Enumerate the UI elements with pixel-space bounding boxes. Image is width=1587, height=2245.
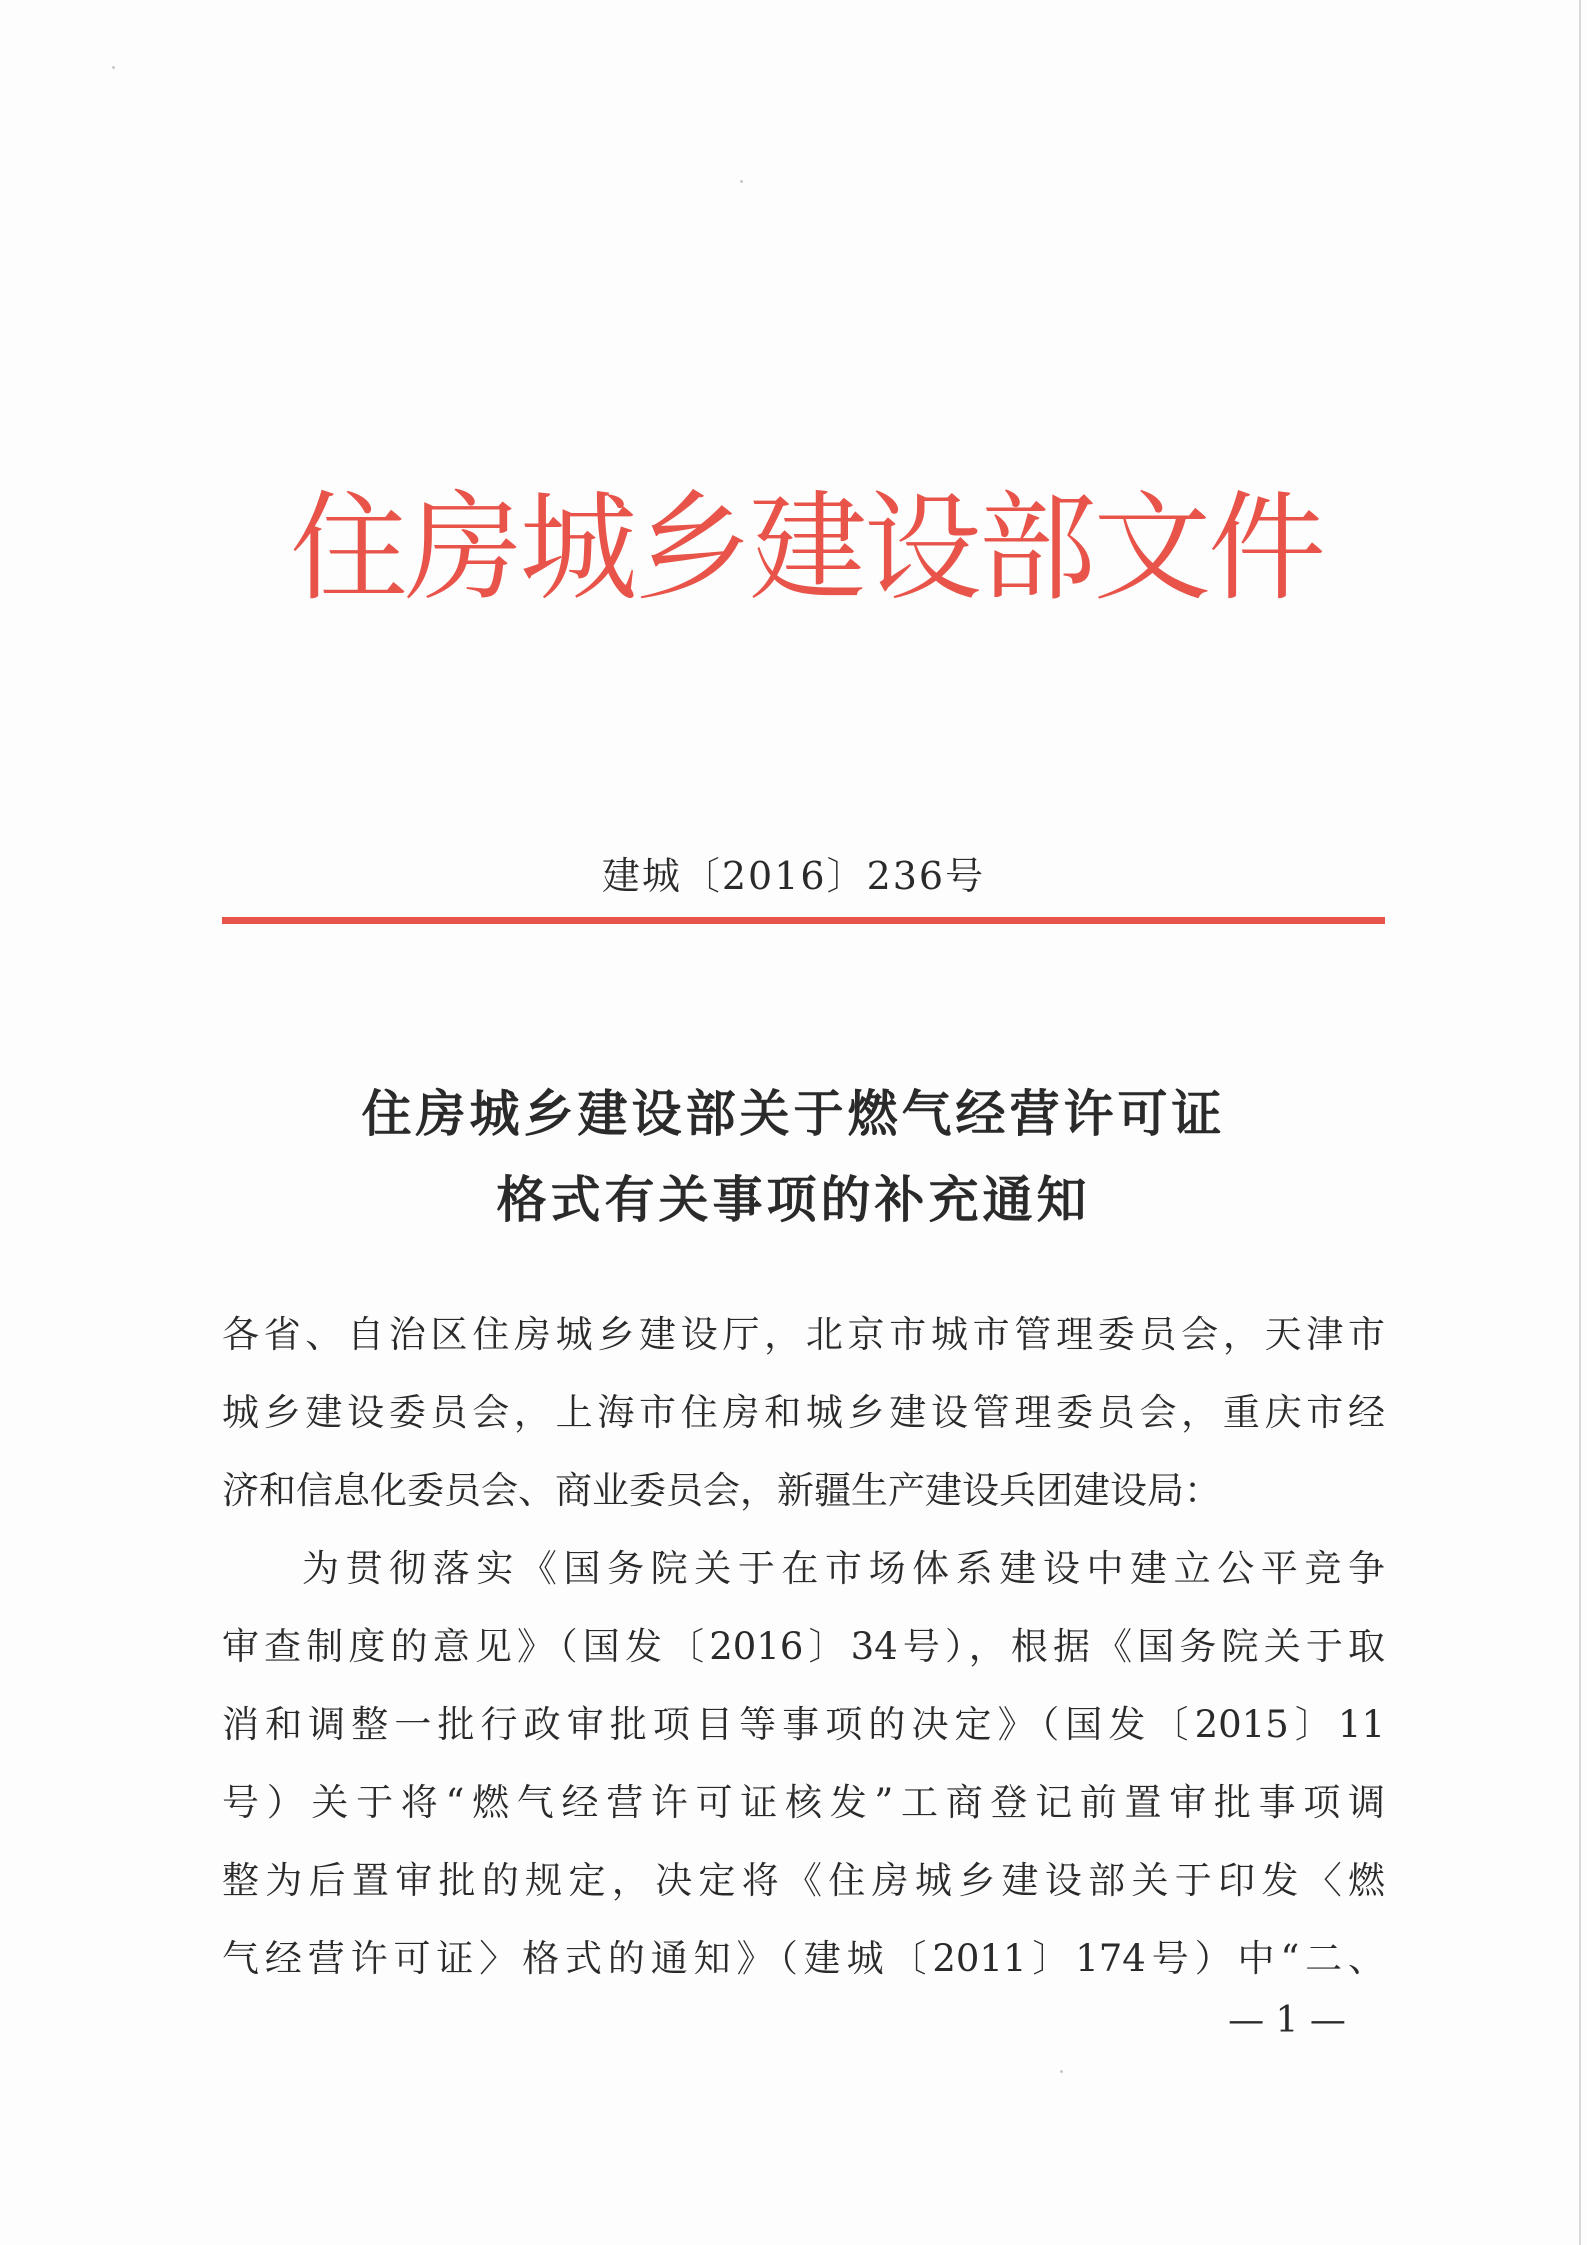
scan-speck: [740, 180, 743, 183]
header-char: 文: [1093, 479, 1212, 617]
body-line: 消和调整一批行政审批项目等事项的决定》（国发〔2015〕11: [222, 1703, 1385, 1746]
header-char: 建: [749, 479, 868, 617]
issuing-authority-header: [290, 468, 1327, 628]
header-char: 件: [1208, 479, 1327, 617]
header-char: 住: [290, 479, 409, 617]
body-line: 各省、自治区住房城乡建设厅，北京市城市管理委员会，天津市: [222, 1313, 1385, 1356]
scan-speck: [112, 66, 115, 69]
body-text: [222, 1296, 1385, 1998]
header-char: 设: [863, 479, 982, 617]
header-char: 城: [519, 479, 638, 617]
notice-title-line-1: 住房城乡建设部关于燃气经营许可证: [361, 1085, 1226, 1143]
body-line: 城乡建设委员会，上海市住房和城乡建设管理委员会，重庆市经: [222, 1391, 1385, 1434]
body-line: 济和信息化委员会、商业委员会，新疆生产建设兵团建设局：: [222, 1469, 1221, 1512]
document-number: 建城〔2016〕236号: [601, 854, 986, 898]
header-char: 房: [404, 479, 523, 617]
body-line: 气经营许可证〉格式的通知》（建城〔2011〕174号）中“二、: [222, 1937, 1385, 1980]
body-line: 为贯彻落实《国务院关于在市场体系建设中建立公平竞争: [302, 1547, 1385, 1590]
body-line: 整为后置审批的规定，决定将《住房城乡建设部关于印发〈燃: [222, 1859, 1385, 1902]
header-char: 部: [978, 479, 1097, 617]
page-number: — 1 —: [1228, 2000, 1346, 2041]
scan-speck: [1060, 2070, 1063, 2073]
header-char: 乡: [634, 479, 753, 617]
body-line: 号）关于将“燃气经营许可证核发”工商登记前置审批事项调: [222, 1781, 1385, 1824]
notice-title-line-2: 格式有关事项的补充通知: [496, 1171, 1091, 1229]
body-line: 审查制度的意见》（国发〔2016〕34号），根据《国务院关于取: [222, 1625, 1385, 1668]
red-divider-line: [222, 917, 1385, 924]
